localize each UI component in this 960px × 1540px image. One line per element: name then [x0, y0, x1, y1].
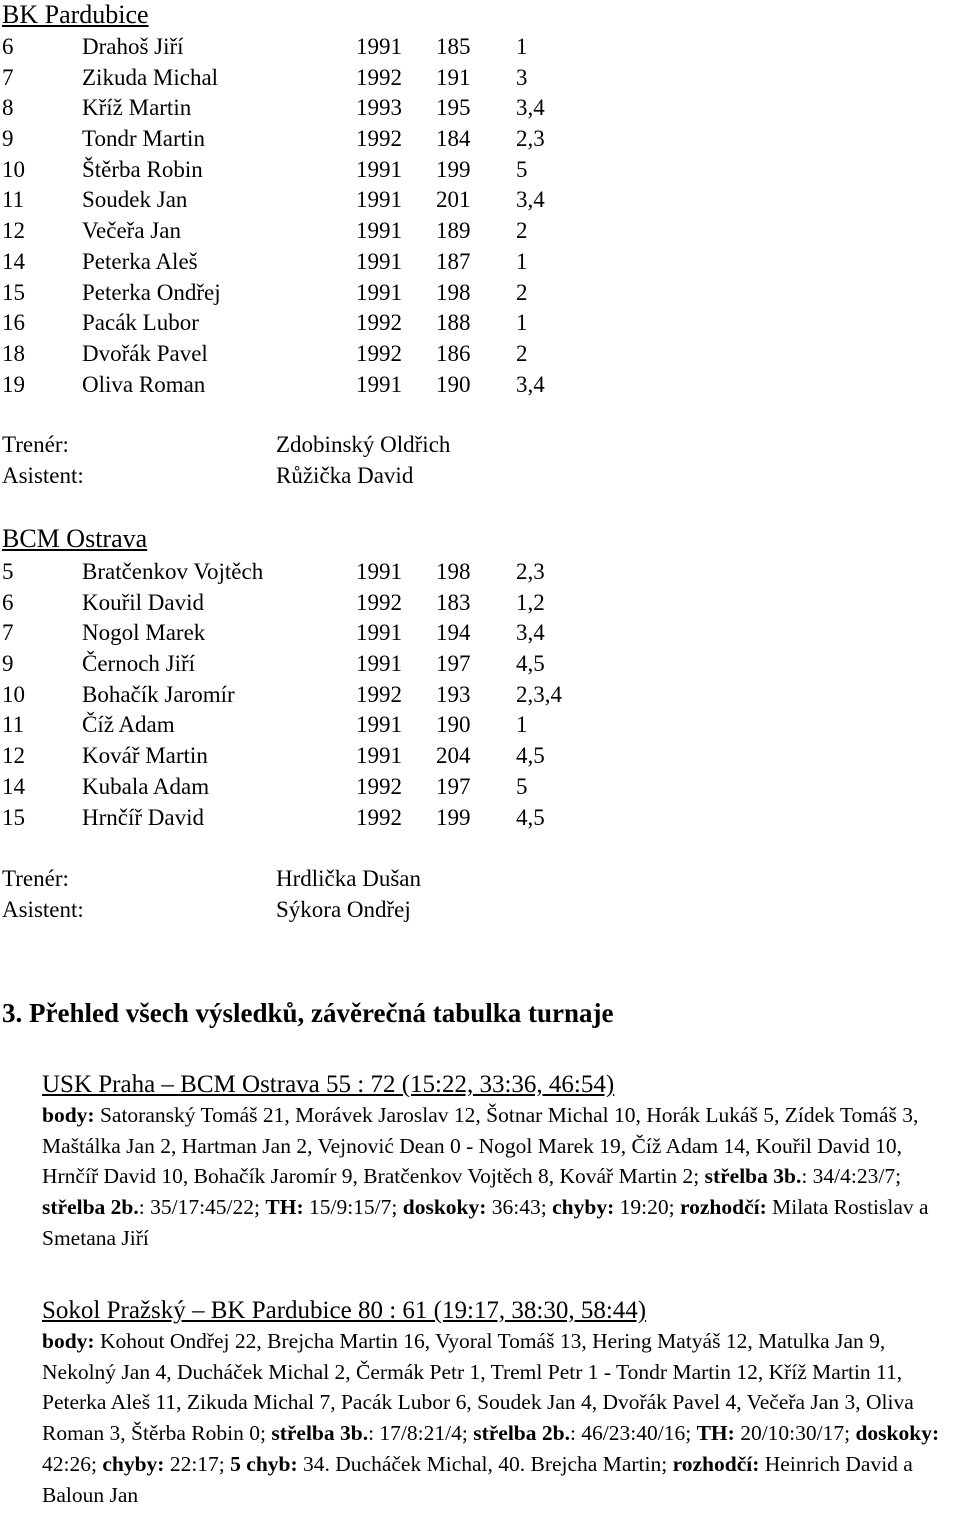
game-details — [42, 1100, 957, 1254]
player-position: 5 — [516, 156, 528, 182]
player-position: 3,4 — [516, 187, 545, 213]
player-position: 2 — [516, 340, 528, 366]
points-label: body: — [42, 1329, 95, 1353]
player-name: Zikuda Michal — [82, 64, 219, 90]
player-row — [2, 32, 702, 63]
player-birth-year: 1992 — [356, 64, 402, 90]
player-height: 195 — [436, 95, 471, 121]
coach-name: Hrdlička Dušan — [276, 866, 421, 891]
player-name: Peterka Aleš — [82, 248, 198, 274]
player-number: 11 — [2, 712, 25, 738]
player-birth-year: 1992 — [356, 589, 402, 615]
player-number: 16 — [2, 310, 25, 336]
player-number: 18 — [2, 340, 25, 366]
assistant-name: Sýkora Ondřej — [276, 896, 411, 922]
player-row — [2, 308, 702, 339]
player-number: 12 — [2, 218, 25, 244]
player-row — [2, 803, 702, 834]
assistant-label: Asistent: — [2, 896, 84, 922]
assistant-name: Růžička David — [276, 462, 414, 488]
player-number: 9 — [2, 126, 14, 152]
player-number: 6 — [2, 589, 14, 615]
free-throw-text: 15/9:15/7; — [303, 1195, 403, 1220]
player-height: 201 — [436, 187, 471, 213]
two-pt-text: : 35/17:45/22; — [138, 1195, 266, 1220]
player-name: Hrnčíř David — [82, 804, 204, 830]
two-pt-text: : 46/23:40/16; — [569, 1421, 697, 1446]
player-position: 2 — [516, 218, 528, 244]
player-name: Černoch Jiří — [82, 651, 196, 677]
player-birth-year: 1992 — [356, 773, 402, 799]
five-fouls-text: 34. Ducháček Michal, 40. Brejcha Martin; — [297, 1451, 673, 1476]
staff-bk-pardubice — [2, 430, 702, 491]
three-pt-label: střelba 3b. — [704, 1164, 802, 1189]
roster-bcm-ostrava — [2, 557, 702, 833]
player-height: 190 — [436, 371, 471, 397]
player-name: Soudek Jan — [82, 187, 188, 213]
player-row — [2, 370, 702, 401]
player-row — [2, 93, 702, 124]
player-birth-year: 1992 — [356, 126, 402, 152]
player-birth-year: 1992 — [356, 310, 402, 336]
points-text: Satoranský Tomáš 21, Morávek Jaroslav 12, Šotnar Michal 10, Horák Lukáš 5, Zídek Tomáš 3, Maštálka Jan 2, Hartman Jan 2, Vejnović Dean 0 - Nogol Marek 19, Číž Adam 14, Kouřil David 10, Hrnčíř David 10, Bohačík Jaromír 9, Bratčenkov Vojtěch 8, Kovář Martin 2; — [42, 1103, 919, 1189]
player-position: 1 — [516, 248, 528, 274]
rebounds-text: 36:43; — [486, 1195, 553, 1220]
player-position: 3,4 — [516, 371, 545, 397]
player-height: 194 — [436, 620, 471, 646]
player-birth-year: 1991 — [356, 187, 402, 213]
player-row — [2, 649, 702, 680]
player-height: 198 — [436, 559, 471, 584]
player-height: 191 — [436, 64, 471, 90]
player-birth-year: 1991 — [356, 712, 402, 738]
player-number: 8 — [2, 95, 14, 121]
player-height: 187 — [436, 248, 471, 274]
player-height: 199 — [436, 804, 471, 830]
game-score-line: Sokol Pražský – BK Pardubice 80 : 61 (19:17, 38:30, 58:44) — [42, 1297, 647, 1324]
player-row — [2, 185, 702, 216]
player-number: 15 — [2, 279, 25, 305]
player-name: Číž Adam — [82, 712, 175, 738]
rebounds-label: doskoky: — [402, 1195, 487, 1220]
coach-row — [2, 864, 702, 895]
player-birth-year: 1992 — [356, 804, 402, 830]
player-height: 199 — [436, 156, 471, 182]
fouls-label: chyby: — [552, 1195, 615, 1220]
player-name: Tondr Martin — [82, 126, 205, 152]
player-row — [2, 124, 702, 155]
player-position: 1 — [516, 310, 528, 336]
fouls-text: 19:20; — [614, 1195, 680, 1220]
player-name: Štěrba Robin — [82, 156, 203, 182]
player-row — [2, 680, 702, 711]
player-number: 7 — [2, 64, 14, 90]
player-birth-year: 1991 — [356, 34, 402, 59]
staff-bcm-ostrava — [2, 864, 702, 925]
player-birth-year: 1991 — [356, 371, 402, 397]
roster-bk-pardubice — [2, 32, 702, 400]
game-title — [42, 1296, 957, 1326]
player-number: 10 — [2, 156, 25, 182]
referees-label: rozhodčí: — [672, 1451, 760, 1476]
player-row — [2, 588, 702, 619]
player-height: 184 — [436, 126, 471, 152]
player-position: 1,2 — [516, 589, 545, 615]
team-title-bcm-ostrava: BCM Ostrava — [2, 524, 148, 553]
assistant-row — [2, 895, 702, 926]
player-position: 3,4 — [516, 95, 545, 121]
player-height: 183 — [436, 589, 471, 615]
player-position: 2,3,4 — [516, 681, 562, 707]
player-birth-year: 1992 — [356, 681, 402, 707]
points-label: body: — [42, 1103, 95, 1127]
game-details — [42, 1326, 957, 1510]
player-position: 3 — [516, 64, 528, 90]
player-row — [2, 741, 702, 772]
player-number: 5 — [2, 559, 14, 584]
player-name: Peterka Ondřej — [82, 279, 221, 305]
referees-text: Milata Rostislav a Smetana Jiří — [42, 1195, 929, 1250]
player-position: 5 — [516, 773, 528, 799]
player-birth-year: 1991 — [356, 651, 402, 677]
coach-name: Zdobinský Oldřich — [276, 432, 451, 457]
player-name: Večeřa Jan — [82, 218, 181, 244]
player-position: 4,5 — [516, 804, 545, 830]
player-name: Drahoš Jiří — [82, 34, 184, 59]
assistant-row — [2, 461, 702, 492]
player-number: 15 — [2, 804, 25, 830]
game-sokol-prazsky-bk-pardubice — [42, 1296, 957, 1510]
player-birth-year: 1991 — [356, 620, 402, 646]
player-birth-year: 1993 — [356, 95, 402, 121]
player-row — [2, 772, 702, 803]
player-position: 2,3 — [516, 126, 545, 152]
player-height: 198 — [436, 279, 471, 305]
player-number: 10 — [2, 681, 25, 707]
three-pt-text: : 17/8:21/4; — [368, 1421, 474, 1446]
three-pt-label: střelba 3b. — [271, 1421, 369, 1446]
player-number: 14 — [2, 773, 25, 799]
three-pt-text: : 34/4:23/7; — [801, 1164, 902, 1189]
player-height: 189 — [436, 218, 471, 244]
game-usk-praha-bcm-ostrava — [42, 1070, 957, 1254]
player-position: 1 — [516, 712, 528, 738]
team-title-bk-pardubice: BK Pardubice — [2, 0, 149, 29]
player-row — [2, 710, 702, 741]
coach-row — [2, 430, 702, 461]
player-height: 190 — [436, 712, 471, 738]
player-number: 6 — [2, 34, 14, 59]
player-height: 193 — [436, 681, 471, 707]
player-number: 12 — [2, 743, 25, 769]
player-number: 19 — [2, 371, 25, 397]
rebounds-label: doskoky: — [855, 1421, 940, 1446]
player-name: Oliva Roman — [82, 371, 206, 397]
player-position: 3,4 — [516, 620, 545, 646]
player-birth-year: 1991 — [356, 559, 402, 584]
free-throw-label: TH: — [696, 1421, 735, 1446]
player-name: Bratčenkov Vojtěch — [82, 559, 264, 584]
player-name: Bohačík Jaromír — [82, 681, 235, 707]
player-birth-year: 1992 — [356, 340, 402, 366]
free-throw-text: 20/10:30/17; — [734, 1421, 856, 1446]
points-text: Kohout Ondřej 22, Brejcha Martin 16, Vyoral Tomáš 13, Hering Matyáš 12, Matulka Jan 9, Nekolný Jan 4, Ducháček Michal 2, Čermák Petr 1, Treml Petr 1 - Tondr Martin 12, Kříž Martin 11, Peterka Aleš 11, Zikuda Michal 7, Pacák Lubor 6, Soudek Jan 4, Dvořák Pavel 4, Večeřa Jan 3, Oliva Roman 3, Štěrba Robin 0; — [42, 1329, 914, 1446]
fouls-text: 22:17; — [164, 1451, 231, 1476]
player-number: 14 — [2, 248, 25, 274]
player-height: 197 — [436, 773, 471, 799]
player-birth-year: 1991 — [356, 218, 402, 244]
player-position: 2 — [516, 279, 528, 305]
player-birth-year: 1991 — [356, 248, 402, 274]
player-height: 197 — [436, 651, 471, 677]
player-height: 188 — [436, 310, 471, 336]
section-heading: 3. Přehled všech výsledků, závěrečná tabulka turnaje — [2, 998, 614, 1028]
game-score-line: USK Praha – BCM Ostrava 55 : 72 (15:22, 33:36, 46:54) — [42, 1071, 615, 1098]
player-height: 185 — [436, 34, 471, 59]
player-birth-year: 1991 — [356, 279, 402, 305]
assistant-label: Asistent: — [2, 462, 84, 488]
player-name: Kouřil David — [82, 589, 205, 615]
player-height: 186 — [436, 340, 471, 366]
player-row — [2, 155, 702, 186]
coach-label: Trenér: — [2, 866, 69, 891]
fouls-label: chyby: — [102, 1451, 165, 1476]
referees-text: Heinrich David a Baloun Jan — [42, 1451, 913, 1507]
referees-label: rozhodčí: — [679, 1195, 767, 1220]
two-pt-label: střelba 2b. — [42, 1195, 139, 1220]
player-height: 204 — [436, 743, 471, 769]
player-row — [2, 247, 702, 278]
player-number: 7 — [2, 620, 14, 646]
player-row — [2, 63, 702, 94]
five-fouls-label: 5 chyb: — [230, 1451, 298, 1476]
coach-label: Trenér: — [2, 432, 69, 457]
player-row — [2, 216, 702, 247]
player-position: 1 — [516, 34, 528, 59]
two-pt-label: střelba 2b. — [473, 1421, 570, 1446]
player-birth-year: 1991 — [356, 156, 402, 182]
free-throw-label: TH: — [265, 1195, 304, 1220]
game-title — [42, 1070, 957, 1100]
player-row — [2, 618, 702, 649]
player-row — [2, 278, 702, 309]
player-name: Kovář Martin — [82, 743, 208, 769]
player-name: Pacák Lubor — [82, 310, 199, 336]
player-name: Kubala Adam — [82, 773, 210, 799]
player-row — [2, 339, 702, 370]
player-position: 2,3 — [516, 559, 545, 584]
player-name: Kříž Martin — [82, 95, 192, 121]
player-name: Dvořák Pavel — [82, 340, 208, 366]
player-row — [2, 557, 702, 588]
player-name: Nogol Marek — [82, 620, 206, 646]
player-position: 4,5 — [516, 651, 545, 677]
player-number: 9 — [2, 651, 14, 677]
rebounds-text: 42:26; — [42, 1451, 103, 1476]
player-number: 11 — [2, 187, 25, 213]
player-birth-year: 1991 — [356, 743, 402, 769]
player-position: 4,5 — [516, 743, 545, 769]
